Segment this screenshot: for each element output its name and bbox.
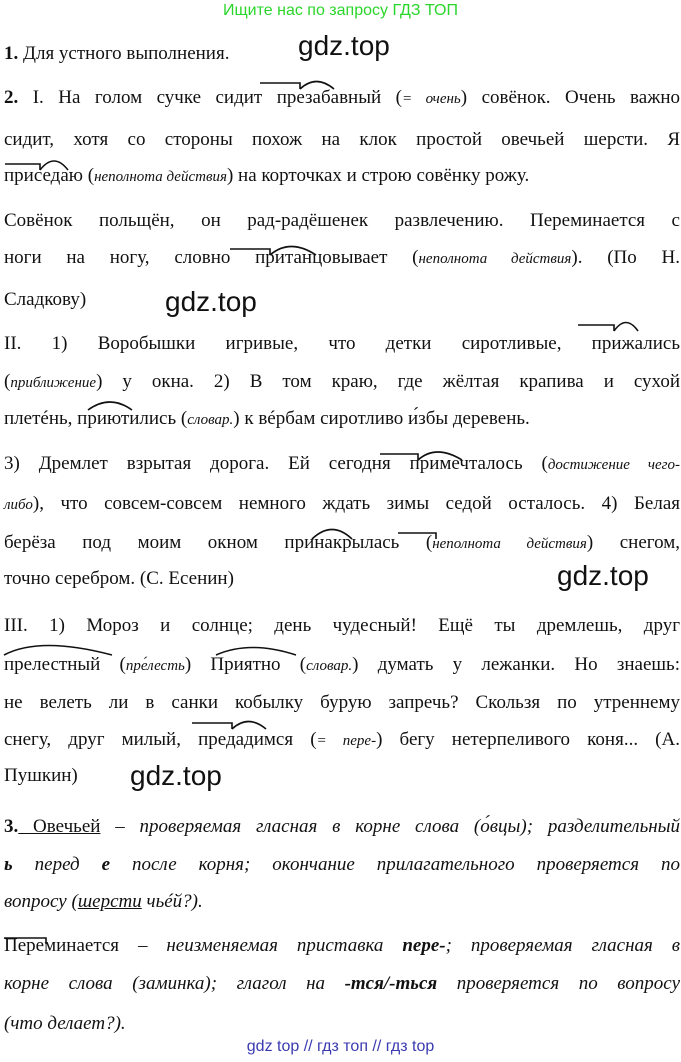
text-line: Совёнок польщён, он рад-радёшенек развлечению. Переминается с — [4, 210, 680, 231]
text-line: прелестный (пре́лесть) Приятно (словар.) думать у лежанки. Но знаешь: — [4, 654, 680, 675]
text-line: точно серебром. (С. Есенин) — [4, 568, 234, 589]
text-line: ь перед е после корня; окончание прилагательного проверяется по — [4, 854, 680, 875]
text-line: Переминается – неизменяемая приставка пере-; проверяемая гласная в — [4, 935, 680, 956]
text-line: ноги на ногу, словно пританцовывает (неполнота действия). (По Н. — [4, 247, 680, 268]
text-line: вопросу (шерсти чьéй?). — [4, 891, 203, 912]
text-line: Пушкин) — [4, 765, 78, 786]
text-line: 3. Овечьей – проверяемая гласная в корне слова (о́вцы); разделительный — [4, 816, 681, 837]
prefix-mark — [578, 325, 614, 331]
footer-links[interactable]: gdz top // гдз топ // гдз top — [246, 1038, 435, 1055]
text-line: 2. I. На голом сучке сидит презабавный (= очень) совёнок. Очень важно — [4, 87, 680, 108]
watermark: gdz.top — [165, 286, 257, 317]
text-line: (что делает?). — [4, 1013, 126, 1034]
watermark: gdz.top — [130, 760, 222, 791]
text-line: II. 1) Воробышки игривые, что детки сиротливые, прижались — [4, 333, 680, 354]
watermark: gdz.top — [298, 30, 390, 61]
watermark: gdz.top — [557, 560, 649, 591]
text-line: (приближение) у окна. 2) В том краю, где жёлтая крапива и сухой — [4, 371, 680, 392]
text-line: либо), что совсем-совсем немного ждать зимы седой осталось. 4) Белая — [4, 493, 680, 514]
text-line: III. 1) Мороз и солнце; день чудесный! Ещё ты дремлешь, друг — [4, 615, 680, 636]
text-line: Сладкову) — [4, 289, 87, 310]
search-banner[interactable]: Ищите нас по запросу ГДЗ ТОП — [223, 2, 458, 19]
text-line: 1. Для устного выполнения. — [4, 43, 230, 64]
root-arc — [614, 323, 638, 332]
text-line: корне слова (заминка); глагол на -тся/-ться проверяется по вопросу — [4, 973, 681, 994]
text-line: приседаю (неполнота действия) на корточках и строю совёнку рожу. — [4, 165, 530, 186]
text-line: не велеть ли в санки кобылку бурую запречь? Скользя по утреннему — [4, 692, 680, 713]
text-line: снегу, друг милый, предадимся (= пере-) бегу нетерпеливого коня... (А. — [4, 729, 680, 750]
text-line: сидит, хотя со стороны похож на клок простой овечьей шерсти. Я — [4, 129, 680, 150]
text-line: 3) Дремлет взрытая дорога. Ей сегодня примечталось (достижение чего- — [4, 453, 680, 474]
text-line: берёза под моим окном принакрылась (неполнота действия) снегом, — [4, 532, 680, 553]
text-line: плетéнь, приютились (словар.) к вéрбам сиротливо и́збы деревень. — [4, 408, 530, 429]
